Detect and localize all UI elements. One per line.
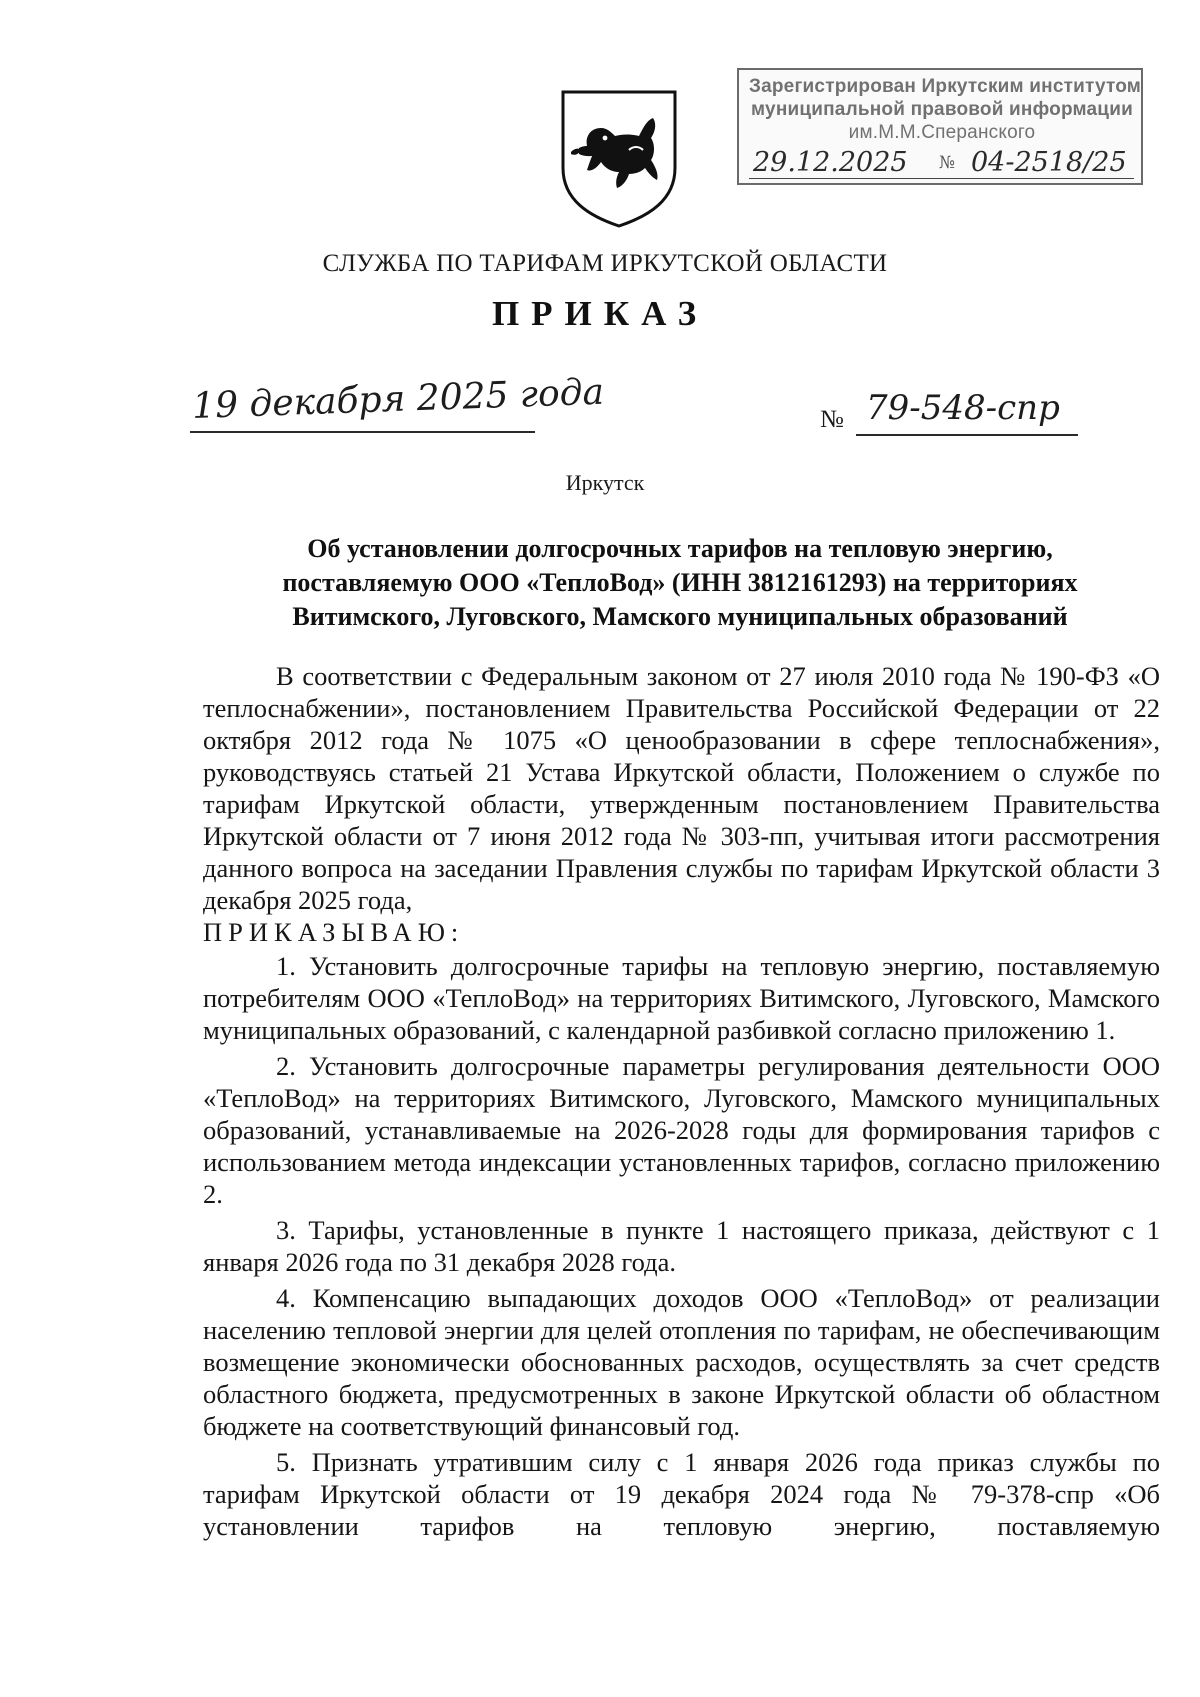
title-line-3: Витимского, Луговского, Мамского муниципальных образований	[292, 602, 1068, 631]
stamp-handwritten-entry	[749, 147, 1134, 181]
stamp-number: 04-2518/25	[971, 147, 1127, 178]
handwritten-order-number: 79-548-спр	[866, 388, 1060, 428]
date-underline	[190, 431, 535, 433]
title-line-2: поставляемую ООО «ТеплоВод» (ИНН 3812161293) на территориях	[282, 568, 1078, 597]
city-name: Иркутск	[565, 470, 645, 495]
registration-stamp	[737, 68, 1143, 185]
number-underline	[856, 434, 1078, 436]
order-item-5: 5. Признать утратившим силу с 1 января 2026 года приказ службы по тарифам Иркутской области от 19 декабря 2024 года № 79-378-спр «Об установлении тарифов на тепловую энергию, поставляемую	[203, 1447, 1160, 1541]
order-word: ПРИКАЗЫВАЮ:	[203, 917, 465, 947]
organization-name: СЛУЖБА ПО ТАРИФАМ ИРКУТСКОЙ ОБЛАСТИ	[322, 250, 888, 277]
order-item-4: 4. Компенсацию выпадающих доходов ООО «ТеплоВод» от реализации населению тепловой энергии для целей отопления по тарифам, не обеспечивающим возмещение экономически обоснованных расходов, осуществлять за счет средств областного бюджета, предусмотренных в законе Иркутской области об областном бюджете на соответствующий финансовый год.	[203, 1283, 1160, 1441]
stamp-underline	[749, 178, 1134, 179]
order-item-3: 3. Тарифы, установленные в пункте 1 настоящего приказа, действуют с 1 января 2026 года по 31 декабря 2028 года.	[203, 1215, 1160, 1277]
order-item-1: 1. Установить долгосрочные тарифы на тепловую энергию, поставляемую потребителям ООО «ТеплоВод» на территориях Витимского, Луговского, Мамского муниципальных образований, с календарной разбивкой согласно приложению 1.	[203, 951, 1160, 1045]
stamp-number-sign: №	[939, 153, 956, 173]
order-title	[200, 532, 1160, 634]
stamp-line-3: им.М.М.Сперанского	[848, 122, 1036, 143]
stamp-line-1: Зарегистрирован Иркутским институтом	[749, 76, 1142, 97]
handwritten-date: 19 декабря 2025 года	[191, 371, 605, 427]
preamble-paragraph: В соответствии с Федеральным законом от 27 июля 2010 года № 190-ФЗ «О теплоснабжении», постановлением Правительства Российской Федерации от 22 октября 2012 года № 1075 «О ценообразовании в сфере теплоснабжения», руководствуясь статьей 21 Устава Иркутской области, Положением о службе по тарифам Иркутской области, утвержденным постановлением Правительства Иркутской области от 7 июня 2012 года № 303-пп, учитывая итоги рассмотрения данного вопроса на заседании Правления службы по тарифам Иркутской области 3 декабря 2025 года,	[203, 661, 1160, 915]
title-line-1: Об установлении долгосрочных тарифов на тепловую энергию,	[307, 534, 1053, 563]
stamp-line-2: муниципальной правовой информации	[751, 99, 1133, 120]
order-item-2: 2. Установить долгосрочные параметры регулирования деятельности ООО «ТеплоВод» на территориях Витимского, Луговского, Мамского муниципальных образований, устанавливаемые на 2026-2028 годы для формирования тарифов с использованием метода индексации установленных тарифов, согласно приложению 2.	[203, 1051, 1160, 1209]
order-number-sign: №	[820, 406, 844, 433]
order-body	[203, 660, 1160, 1546]
coat-of-arms-emblem	[557, 88, 681, 230]
stamp-date: 29.12.2025	[753, 147, 908, 178]
document-type-title: ПРИКАЗ	[491, 294, 709, 333]
